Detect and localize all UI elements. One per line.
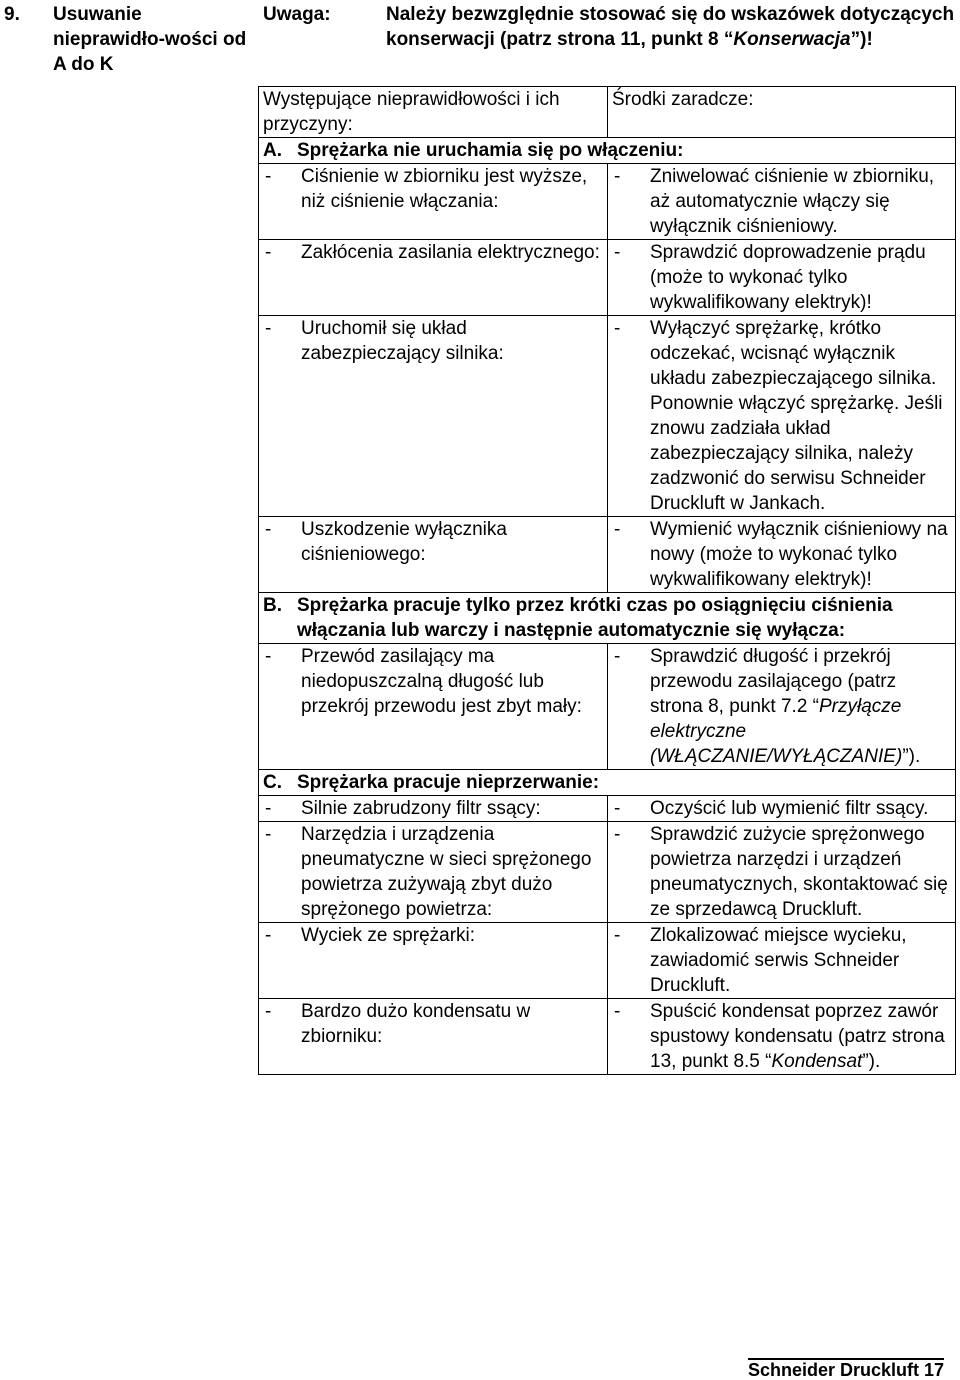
remedy-text bbox=[650, 644, 951, 769]
group-title-text: Sprężarka pracuje tylko przez krótki czas po osiągnięciu ciśnienia włączania lub warczy i następnie automatycznie się wyłącza: bbox=[297, 595, 893, 641]
table-row bbox=[259, 822, 956, 923]
note-text-after: ”)! bbox=[850, 29, 873, 50]
remedy-cell bbox=[608, 316, 956, 517]
cause-cell bbox=[259, 923, 608, 999]
remedy-item bbox=[612, 240, 951, 315]
list-dash: - bbox=[265, 318, 272, 339]
remedy-text bbox=[650, 999, 951, 1074]
remedy-text: Wymienić wyłącznik ciśnieniowy na nowy (może to wykonać tylko wykwalifikowany elektryk)! bbox=[650, 519, 948, 590]
list-dash: - bbox=[265, 646, 272, 667]
list-dash: - bbox=[614, 1001, 621, 1022]
remedy-cell bbox=[608, 517, 956, 593]
list-dash: - bbox=[265, 925, 272, 946]
group-letter: B. bbox=[263, 595, 282, 616]
cause-item bbox=[263, 316, 603, 366]
cause-text: Uszkodzenie wyłącznika ciśnieniowego: bbox=[301, 519, 507, 565]
list-dash: - bbox=[614, 824, 621, 845]
remedy-text: Sprawdzić doprowadzenie prądu (może to wykonać tylko wykwalifikowany elektryk)! bbox=[650, 242, 926, 313]
remedy-text: Oczyścić lub wymienić filtr ssący. bbox=[650, 798, 929, 819]
cause-item bbox=[263, 796, 603, 821]
remedy-item bbox=[612, 164, 951, 239]
cause-item bbox=[263, 164, 603, 214]
list-dash: - bbox=[614, 166, 621, 187]
group-header-row bbox=[259, 138, 956, 164]
group-title-cell bbox=[259, 770, 956, 796]
note-text-before: Należy bezwzględnie stosować się do wskazówek dotyczących konserwacji (patrz strona 11, punkt 8 “ bbox=[386, 4, 955, 50]
list-dash: - bbox=[265, 824, 272, 845]
group-title-cell bbox=[259, 593, 956, 644]
group-letter: C. bbox=[263, 772, 282, 793]
remedy-text: Zlokalizować miejsce wycieku, zawiadomić serwis Schneider Druckluft. bbox=[650, 925, 907, 996]
list-dash: - bbox=[614, 798, 621, 819]
header-remedy: Środki zaradcze: bbox=[608, 87, 956, 138]
table-row bbox=[259, 164, 956, 240]
list-dash: - bbox=[265, 519, 272, 540]
remedy-cell bbox=[608, 796, 956, 822]
list-dash: - bbox=[265, 242, 272, 263]
group-header-row bbox=[259, 593, 956, 644]
cause-text: Narzędzia i urządzenia pneumatyczne w sieci sprężonego powietrza zużywają zbyt dużo sprężonego powietrza: bbox=[301, 824, 592, 920]
group-letter: A. bbox=[263, 140, 282, 161]
group-title bbox=[263, 593, 951, 643]
list-dash: - bbox=[265, 1001, 272, 1022]
remedy-item bbox=[612, 644, 951, 769]
list-dash: - bbox=[614, 646, 621, 667]
table-header-row bbox=[259, 87, 956, 138]
cause-text: Ciśnienie w zbiorniku jest wyższe, niż ciśnienie włączania: bbox=[301, 166, 588, 212]
remedy-item bbox=[612, 517, 951, 592]
list-dash: - bbox=[265, 166, 272, 187]
cause-item bbox=[263, 644, 603, 719]
remedy-item bbox=[612, 796, 951, 821]
remedy-text-before: Sprawdzić długość i przekrój przewodu zasilającego (patrz strona 8, punkt 7.2 “ bbox=[650, 646, 897, 717]
table-body bbox=[259, 138, 956, 1075]
remedy-item bbox=[612, 822, 951, 922]
table-row bbox=[259, 644, 956, 770]
group-title-cell bbox=[259, 138, 956, 164]
remedy-text: Wyłączyć sprężarkę, krótko odczekać, wcisnąć wyłącznik układu zabezpieczającego silnika. Ponownie włączyć sprężarkę. Jeśli znowu zadziała układ zabezpieczający silnika, należy zadzwonić do serwisu Schneider Druckluft w Jankach. bbox=[650, 318, 943, 514]
cause-cell bbox=[259, 164, 608, 240]
cause-text: Bardzo dużo kondensatu w zbiorniku: bbox=[301, 1001, 531, 1047]
cause-item bbox=[263, 822, 603, 922]
remedy-text-after: ”). bbox=[862, 1051, 881, 1072]
remedy-text-italic: Przyłącze elektryczne (WŁĄCZANIE/WYŁĄCZANIE) bbox=[650, 696, 903, 767]
group-header-row bbox=[259, 770, 956, 796]
cause-item bbox=[263, 240, 603, 265]
table-row bbox=[259, 999, 956, 1075]
table-row bbox=[259, 923, 956, 999]
section-title: Usuwanie nieprawidło-wości od A do K bbox=[53, 4, 247, 75]
remedy-text-before: Spuścić kondensat poprzez zawór spustowy kondensatu (patrz strona 13, punkt 8.5 “ bbox=[650, 1001, 945, 1072]
header-cause: Występujące nieprawidłowości i ich przyczyny: bbox=[259, 87, 608, 138]
group-title bbox=[263, 770, 951, 795]
note-text-italic: Konserwacja bbox=[733, 29, 851, 50]
remedy-cell bbox=[608, 240, 956, 316]
page-footer: Schneider Druckluft 17 bbox=[747, 1360, 944, 1380]
remedy-item bbox=[612, 999, 951, 1074]
troubleshooting-table bbox=[258, 86, 956, 1075]
table-row bbox=[259, 517, 956, 593]
remedy-item bbox=[612, 316, 951, 516]
cause-cell bbox=[259, 796, 608, 822]
note-text bbox=[386, 2, 956, 52]
cause-cell bbox=[259, 644, 608, 770]
group-title-text: Sprężarka nie uruchamia się po włączeniu: bbox=[297, 140, 684, 161]
table-row bbox=[259, 240, 956, 316]
list-dash: - bbox=[265, 798, 272, 819]
remedy-text: Sprawdzić zużycie sprężonwego powietrza narzędzi i urządzeń pneumatycznych, skontaktować się ze sprzedawcą Druckluft. bbox=[650, 824, 948, 920]
remedy-cell bbox=[608, 923, 956, 999]
list-dash: - bbox=[614, 242, 621, 263]
table-row bbox=[259, 316, 956, 517]
remedy-cell bbox=[608, 644, 956, 770]
cause-cell bbox=[259, 240, 608, 316]
remedy-cell bbox=[608, 164, 956, 240]
group-title bbox=[263, 138, 951, 163]
note-label: Uwaga: bbox=[263, 4, 331, 25]
cause-item bbox=[263, 517, 603, 567]
cause-cell bbox=[259, 822, 608, 923]
cause-text: Wyciek ze sprężarki: bbox=[301, 925, 476, 946]
cause-item bbox=[263, 923, 603, 948]
section-number: 9. bbox=[4, 4, 20, 25]
remedy-text: Zniwelować ciśnienie w zbiorniku, aż automatycznie włączy się wyłącznik ciśnieniowy. bbox=[650, 166, 935, 237]
list-dash: - bbox=[614, 318, 621, 339]
remedy-text-italic: Kondensat bbox=[771, 1051, 863, 1072]
cause-item bbox=[263, 999, 603, 1049]
cause-text: Uruchomił się układ zabezpieczający silnika: bbox=[301, 318, 504, 364]
remedy-cell bbox=[608, 822, 956, 923]
remedy-item bbox=[612, 923, 951, 998]
cause-cell bbox=[259, 316, 608, 517]
group-title-text: Sprężarka pracuje nieprzerwanie: bbox=[297, 772, 600, 793]
remedy-text-after: ”). bbox=[902, 746, 921, 767]
cause-text: Zakłócenia zasilania elektrycznego: bbox=[301, 242, 600, 263]
table-row bbox=[259, 796, 956, 822]
cause-text: Przewód zasilający ma niedopuszczalną długość lub przekrój przewodu jest zbyt mały: bbox=[301, 646, 582, 717]
cause-cell bbox=[259, 999, 608, 1075]
remedy-cell bbox=[608, 999, 956, 1075]
cause-text: Silnie zabrudzony filtr ssący: bbox=[301, 798, 541, 819]
list-dash: - bbox=[614, 519, 621, 540]
cause-cell bbox=[259, 517, 608, 593]
list-dash: - bbox=[614, 925, 621, 946]
